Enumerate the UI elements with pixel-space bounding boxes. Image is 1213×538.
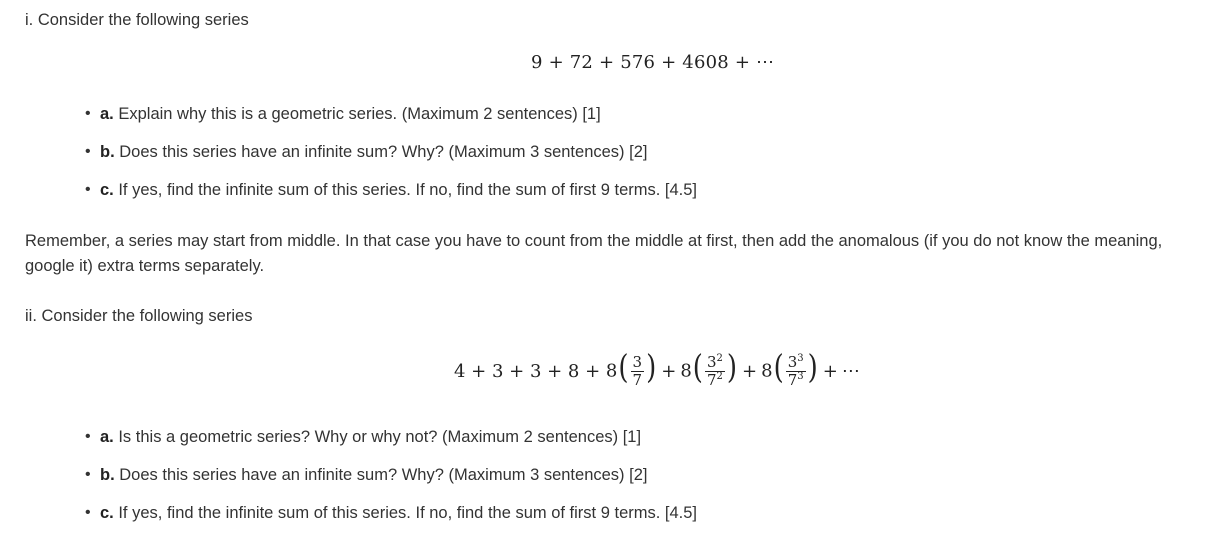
fraction-denominator xyxy=(631,371,645,389)
bullet-icon: • xyxy=(85,466,91,483)
series-term-2 xyxy=(680,349,738,389)
plus-operator: + xyxy=(742,360,758,382)
bullet-icon: • xyxy=(85,504,91,521)
part2-question-a xyxy=(85,425,642,449)
denominator-base: 7 xyxy=(787,370,798,389)
bullet-icon: • xyxy=(85,143,91,160)
series-term-3 xyxy=(761,349,819,389)
bullet-icon: • xyxy=(85,105,91,122)
question-label: b. xyxy=(100,466,115,484)
question-text: Is this a geometric series? Why or why not? (Maximum 2 sentences) [1] xyxy=(113,428,642,446)
question-label: c. xyxy=(100,504,114,522)
ellipsis: ⋯ xyxy=(841,360,863,382)
plus-operator: + xyxy=(822,360,838,382)
part2-question-c xyxy=(85,501,698,525)
question-text: Explain why this is a geometric series. (Maximum 2 sentences) [1] xyxy=(113,105,601,123)
bullet-icon: • xyxy=(85,428,91,445)
open-paren: ( xyxy=(773,349,784,387)
remember-paragraph: Remember, a series may start from middle. In that case you have to count from the middle at first, then add the anomalous (if you do not know the meaning, google it) extra terms separately. xyxy=(25,232,1163,275)
numerator-base: 3 xyxy=(706,352,717,371)
fraction xyxy=(631,354,645,389)
fraction-numerator xyxy=(631,354,645,371)
close-paren: ) xyxy=(726,349,738,387)
fraction-denominator xyxy=(705,371,725,389)
part1-series-equation: 9 + 72 + 576 + 4608 + ⋯ xyxy=(531,52,775,73)
question-label: b. xyxy=(100,143,115,161)
part1-question-a xyxy=(85,102,601,126)
question-label: a. xyxy=(100,105,114,123)
part1-question-b xyxy=(85,140,648,164)
part2-question-b xyxy=(85,463,648,487)
term-coefficient: 8 xyxy=(680,360,692,381)
term-coefficient: 8 xyxy=(761,360,773,381)
bullet-icon: • xyxy=(85,181,91,198)
fraction-denominator xyxy=(786,371,806,389)
denominator-base: 7 xyxy=(632,370,643,389)
fraction-numerator xyxy=(705,354,725,371)
series-prefix: 4 + 3 + 3 + 8 + xyxy=(454,360,606,382)
fraction xyxy=(786,354,806,389)
plus-operator: + xyxy=(661,360,677,382)
question-label: c. xyxy=(100,181,114,199)
part1-intro: i. Consider the following series xyxy=(25,11,249,29)
question-text: If yes, find the infinite sum of this series. If no, find the sum of first 9 terms. [4.5] xyxy=(113,504,698,522)
term-coefficient: 8 xyxy=(605,360,618,381)
numerator-exponent: 3 xyxy=(797,352,804,364)
part2-intro: ii. Consider the following series xyxy=(25,307,253,325)
denominator-exponent: 3 xyxy=(797,370,804,382)
question-text: Does this series have an infinite sum? Why? (Maximum 3 sentences) [2] xyxy=(114,143,648,161)
series-term-1 xyxy=(605,349,657,389)
numerator-base: 3 xyxy=(787,352,798,371)
denominator-base: 7 xyxy=(706,370,717,389)
denominator-exponent: 2 xyxy=(716,370,723,382)
question-text: If yes, find the infinite sum of this series. If no, find the sum of first 9 terms. [4.5] xyxy=(113,181,698,199)
fraction-numerator xyxy=(786,354,806,371)
part1-question-c xyxy=(85,178,698,202)
question-label: a. xyxy=(100,428,114,446)
numerator-base: 3 xyxy=(632,352,643,371)
part2-series-equation xyxy=(454,343,863,399)
close-paren: ) xyxy=(807,349,818,387)
open-paren: ( xyxy=(618,349,629,387)
open-paren: ( xyxy=(692,349,703,387)
numerator-exponent: 2 xyxy=(716,352,723,364)
fraction xyxy=(705,354,725,389)
close-paren: ) xyxy=(646,349,657,387)
question-text: Does this series have an infinite sum? Why? (Maximum 3 sentences) [2] xyxy=(114,466,648,484)
